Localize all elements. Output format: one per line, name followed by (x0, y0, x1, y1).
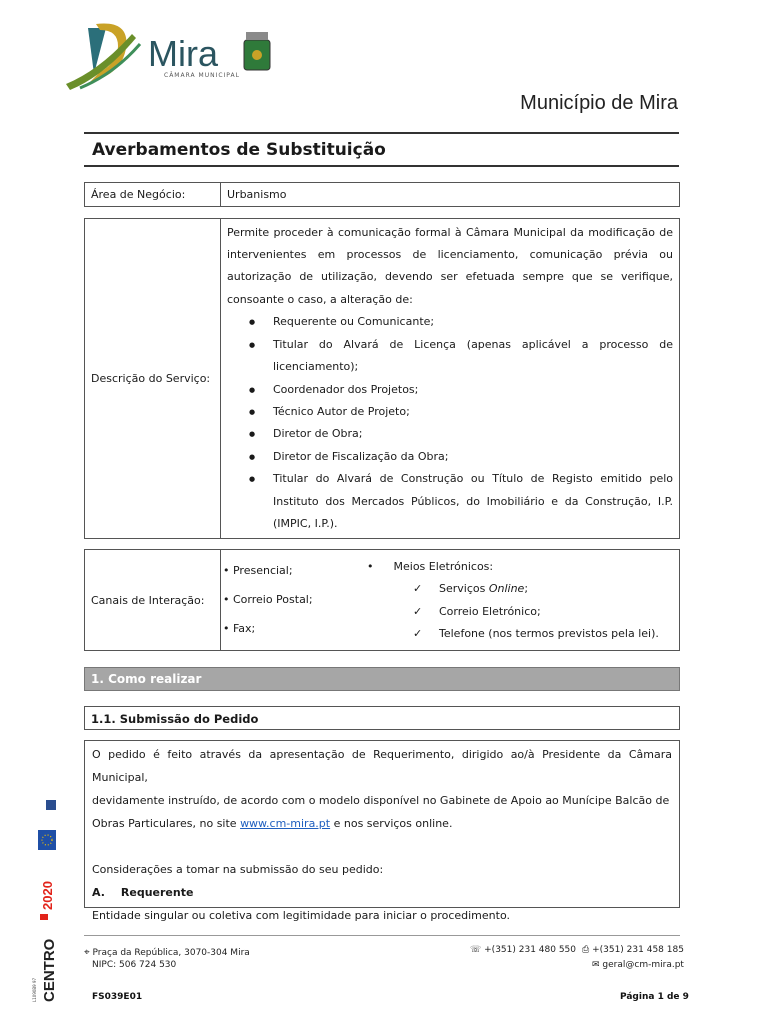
phone-icon: ☏ (470, 945, 482, 955)
municipality-title: Município de Mira (520, 92, 678, 114)
eu-flag-icon (46, 800, 56, 810)
footer-fax: ⎙ +(351) 231 458 185 (582, 945, 684, 955)
list-item: ● Diretor de Obra; (249, 423, 673, 445)
body-line: O pedido é feito através da apresentação de Requerimento, dirigido ao/à Presidente da Câmara Municipal, (92, 748, 672, 784)
channel-item: • Fax; (223, 622, 256, 635)
description-bullets (249, 311, 673, 535)
location-icon: ⌖ (84, 947, 90, 958)
channel-item: • Correio Postal; (223, 593, 313, 606)
list-item: ● Diretor de Fiscalização da Obra; (249, 446, 673, 468)
check-icon: ✓ (413, 582, 423, 595)
channel-phone: Telefone (nos termos previstos pela lei). (439, 627, 659, 641)
page-number: Página 1 de 9 (620, 992, 689, 1002)
footer-email: ✉ geral@cm-mira.pt (592, 960, 684, 970)
bullet: • (367, 560, 374, 573)
footer-phone: ☏ +(351) 231 480 550 (470, 945, 576, 955)
body-line: Considerações a tomar na submissão do seu pedido: (92, 863, 384, 876)
description-paragraph: Permite proceder à comunicação formal à Câmara Municipal da modificação de intervenientes em processos de licenciamento, comunicação prévia ou autorização de utilização, devendo ser efetuada sempre que se verifique, consoante o caso, a alteração de: (227, 225, 673, 306)
document-title: Averbamentos de Substituição (92, 140, 386, 160)
list-item: ● Titular do Alvará de Licença (apenas aplicável a processo de licenciamento); (249, 334, 673, 379)
centro-mark: CENTRO (41, 938, 58, 1002)
body-box (84, 740, 680, 922)
channels-electronic (367, 556, 659, 646)
area-value: Urbanismo (221, 183, 680, 207)
channels-physical (223, 556, 313, 643)
funding-logos (28, 790, 62, 1010)
footer-nipc: NIPC: 506 724 530 (92, 960, 177, 970)
list-item: ● Requerente ou Comunicante; (249, 311, 673, 333)
programme-code: L1090B9 97 (32, 977, 37, 1002)
fax-icon: ⎙ (582, 945, 590, 955)
check-icon: ✓ (413, 627, 423, 641)
section-heading: 1. Como realizar (84, 667, 680, 691)
footer-address: ⌖ Praça da República, 3070-304 Mira (84, 947, 250, 958)
coat-of-arms-icon (244, 32, 270, 70)
description-label: Descrição do Serviço: (85, 219, 221, 539)
area-table (84, 182, 680, 207)
body-line: Obras Particulares, no site www.cm-mira.pt e nos serviços online. (92, 817, 453, 830)
title-rule-top (84, 132, 679, 134)
document-code: FS039E01 (92, 992, 143, 1002)
list-item: ● Titular do Alvará de Construção ou Título de Registo emitido pelo Instituto dos Mercados Públicos, do Imobiliário e da Construção, I.P. (IMPIC, I.P.). (249, 468, 673, 535)
mira-logo (60, 14, 290, 96)
footer-rule (84, 935, 680, 936)
logo-wordmark: Mira (148, 33, 218, 74)
logo-subtitle: CÂMARA MUNICIPAL (164, 72, 240, 79)
description-table (84, 218, 680, 539)
channel-item: • Presencial; (223, 564, 293, 577)
channels-label: Canais de Interação: (85, 550, 221, 651)
channel-online: Serviços Online; (439, 582, 529, 595)
list-item: ● Coordenador dos Projetos; (249, 379, 673, 401)
title-rule-bottom (84, 165, 679, 167)
body-line: devidamente instruído, de acordo com o modelo disponível no Gabinete de Apoio ao Munícipe Balcão de (92, 794, 670, 807)
portugal-2020-mark: 2020 (40, 881, 55, 910)
description-text (227, 222, 673, 312)
email-icon: ✉ (592, 960, 600, 970)
channel-email: Correio Eletrónico; (439, 604, 541, 618)
item-a-text: Entidade singular ou coletiva com legitimidade para iniciar o procedimento. (92, 909, 510, 922)
list-item: ● Técnico Autor de Projeto; (249, 401, 673, 423)
check-icon: ✓ (413, 604, 423, 618)
item-a-heading: A. Requerente (92, 886, 194, 899)
channels-table (84, 549, 680, 651)
electronic-heading: Meios Eletrónicos: (393, 560, 494, 573)
area-label: Área de Negócio: (85, 183, 221, 207)
subsection-heading: 1.1. Submissão do Pedido (84, 706, 680, 730)
website-link[interactable]: www.cm-mira.pt (240, 817, 331, 830)
